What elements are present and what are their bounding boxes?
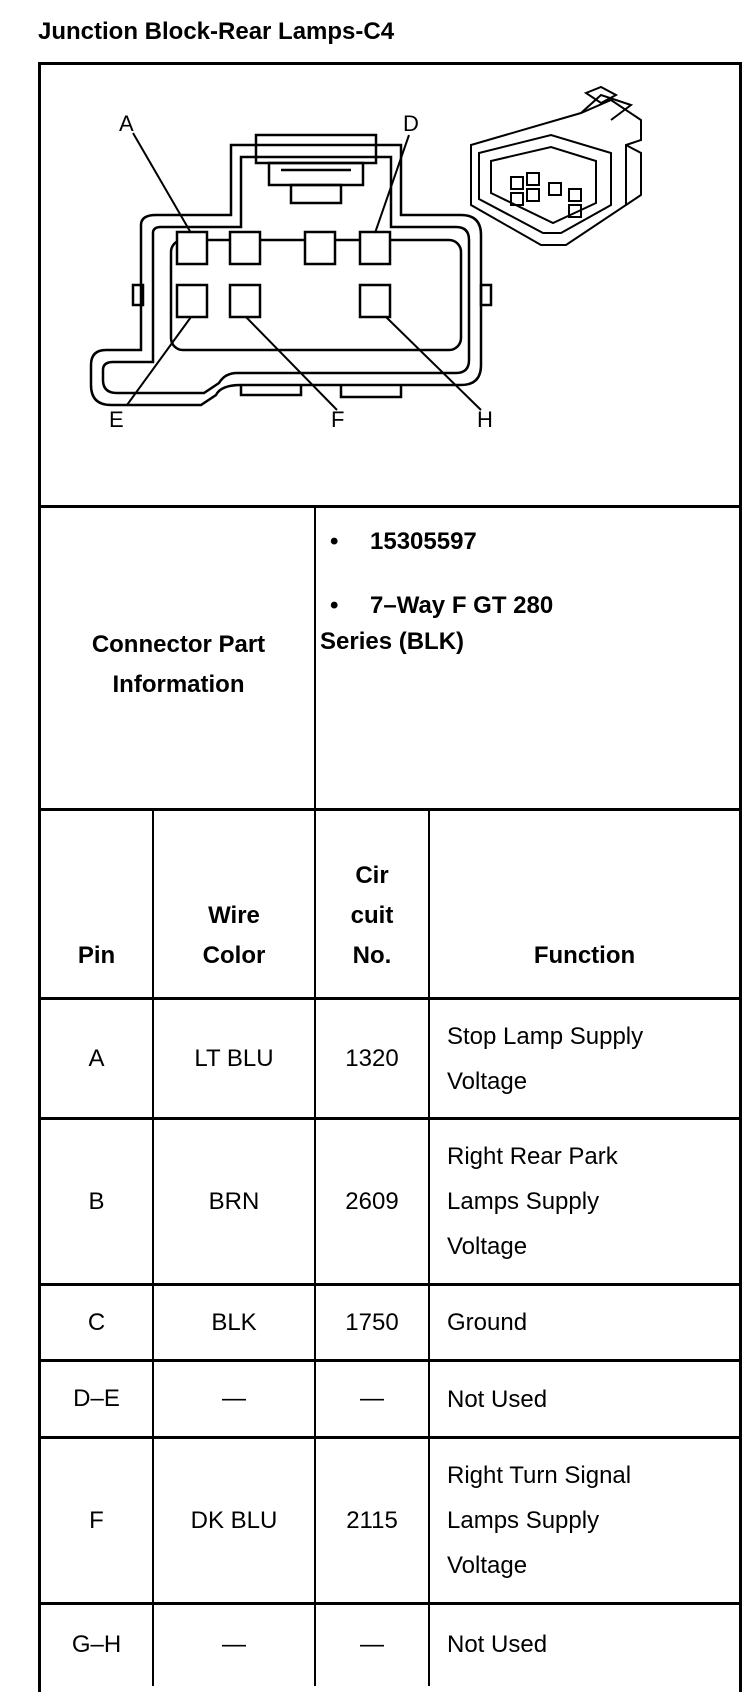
function-text [447, 1453, 631, 1588]
function-line: Voltage [447, 1233, 528, 1260]
cell-pin: B [88, 1187, 105, 1215]
pin-label-e: E [109, 407, 124, 432]
divider [38, 808, 742, 811]
function-text [447, 1300, 527, 1345]
cell-function [447, 1286, 737, 1359]
cell-function [447, 1605, 737, 1684]
cell-function [447, 1439, 737, 1602]
header-line: Wire [208, 902, 260, 929]
pin-label-a: A [119, 111, 134, 136]
connector-part-info-label [41, 625, 316, 705]
divider [38, 505, 742, 508]
cell-pin: D–E [73, 1385, 120, 1412]
bullet-icon: • [330, 592, 339, 619]
part-info-label-line: Information [112, 671, 245, 698]
column-header-pin: Pin [77, 942, 116, 969]
connector-type-line: 7–Way F GT 280 [370, 592, 554, 619]
connector-type-line: Series (BLK) [320, 628, 465, 655]
function-text [447, 1014, 643, 1104]
function-line: Lamps Supply [447, 1188, 600, 1215]
header-line: Color [202, 942, 266, 969]
column-header-circuit [316, 856, 428, 976]
function-line: Ground [447, 1309, 528, 1336]
list-item [330, 522, 730, 562]
cell-wire-color: BLK [211, 1308, 257, 1336]
function-text [447, 1134, 618, 1269]
cell-pin: F [89, 1506, 104, 1534]
cell-wire-color: — [222, 1385, 246, 1412]
function-line: Stop Lamp Supply [447, 1022, 644, 1050]
function-line: Voltage [447, 1067, 528, 1095]
function-line: Lamps Supply [447, 1507, 600, 1534]
cell-wire-color: — [222, 1630, 246, 1658]
pin-label-h: H [477, 407, 493, 432]
cell-wire-color: LT BLU [194, 1044, 274, 1072]
header-line: cuit [350, 902, 394, 929]
cell-pin: A [88, 1044, 105, 1072]
function-text [447, 1377, 547, 1422]
function-line: Right Rear Park [447, 1143, 618, 1170]
bullet-icon: • [330, 528, 339, 555]
column-header-wire-color [154, 896, 314, 976]
function-line: Voltage [447, 1552, 528, 1579]
function-line: Right Turn Signal [447, 1462, 632, 1489]
cell-function [447, 1000, 737, 1117]
cell-circuit: 2115 [346, 1506, 398, 1534]
cell-circuit: 1320 [345, 1044, 399, 1072]
part-info-label-line: Connector Part [91, 631, 266, 658]
page-title: Junction Block-Rear Lamps-C4 [38, 18, 395, 45]
function-line: Not Used [447, 1631, 548, 1658]
cell-circuit: — [360, 1630, 384, 1658]
column-header-function: Function [533, 942, 636, 969]
pin-label-f: F [331, 407, 345, 432]
cell-pin: G–H [71, 1630, 122, 1658]
cell-pin: C [87, 1308, 106, 1336]
header-line: No. [352, 942, 392, 969]
function-line: Not Used [447, 1385, 548, 1413]
function-text [447, 1622, 547, 1667]
list-item [320, 588, 730, 660]
cell-wire-color: DK BLU [190, 1506, 278, 1534]
part-info-list [320, 522, 730, 660]
cell-wire-color: BRN [208, 1187, 260, 1215]
cell-circuit: 1750 [345, 1308, 399, 1336]
cell-function [447, 1362, 737, 1436]
header-line: Cir [355, 862, 389, 889]
pin-label-d: D [403, 111, 419, 136]
connector-diagram [41, 65, 739, 505]
part-number: 15305597 [370, 528, 477, 555]
cell-circuit: 2609 [345, 1187, 399, 1215]
cell-function [447, 1120, 737, 1283]
cell-circuit: — [360, 1385, 384, 1412]
